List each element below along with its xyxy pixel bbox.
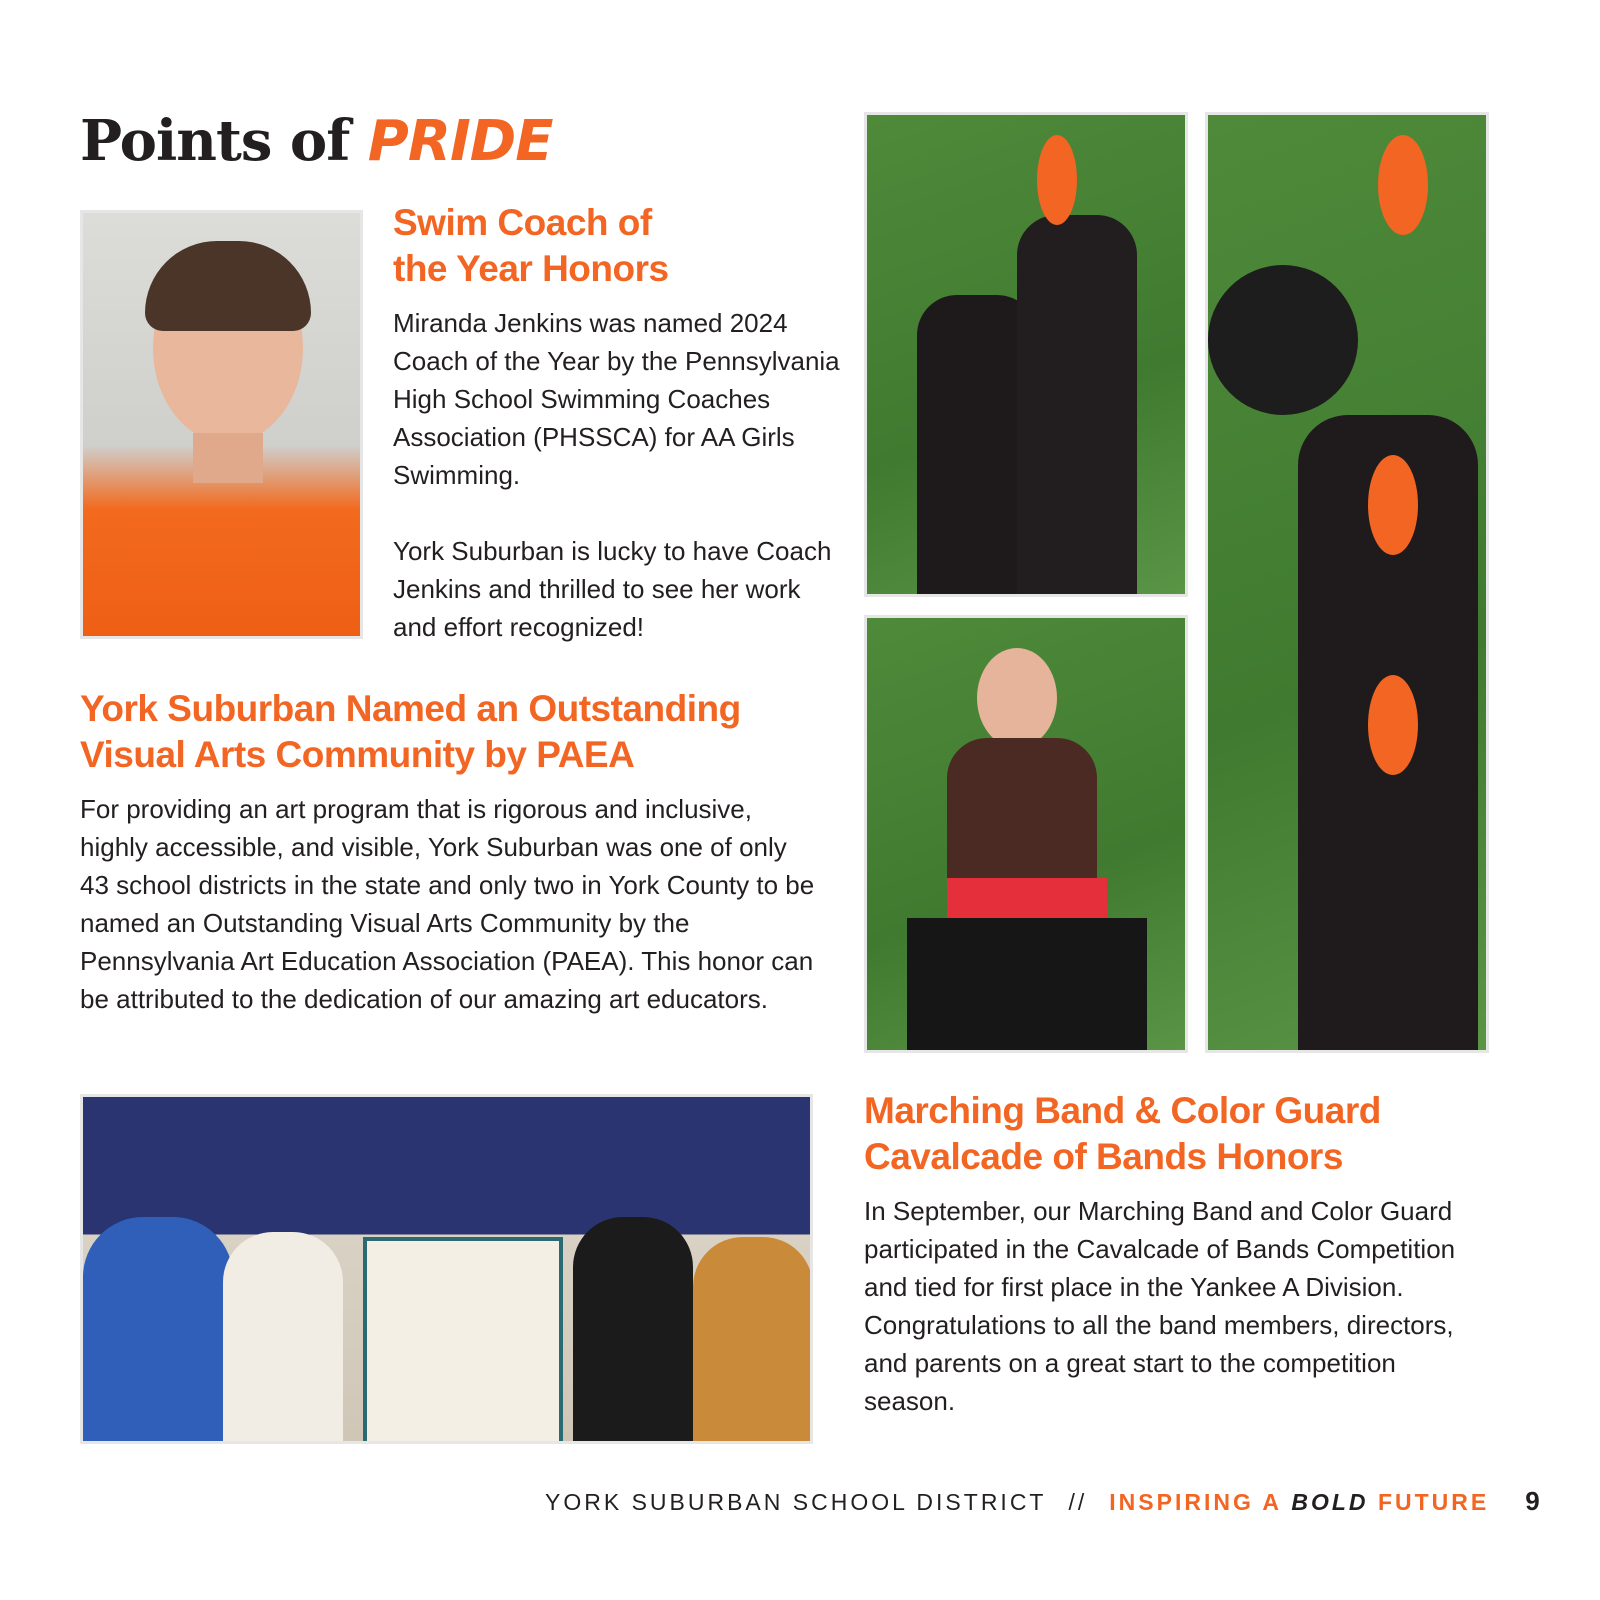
arts-paragraph: For providing an art program that is rigorous and inclusive, highly accessible, and visible, York Suburban was one of only 43 school districts in the state and only two in York County to be named an Outstanding Visual Arts Community by the Pennsylvania Art Education Association (PAEA). This honor can be attributed to the dedication of our amazing art educators. [80, 794, 815, 1014]
band-body [864, 1192, 1484, 1420]
swim-heading [393, 200, 669, 292]
page-number: 9 [1525, 1486, 1540, 1516]
arts-heading-line2: Visual Arts Community by PAEA [80, 734, 635, 775]
band-paragraph: In September, our Marching Band and Color Guard participated in the Cavalcade of Bands Competition and tied for first place in the Yankee A Division. Congratulations to all the band members, directors, and parents on a great start to the competition season. [864, 1196, 1456, 1416]
arts-heading [80, 686, 741, 778]
footer [545, 1486, 1540, 1517]
band-heading [864, 1088, 1381, 1180]
marching-band-brass-photo [864, 112, 1188, 597]
color-guard-photo [864, 615, 1188, 1053]
marching-band-line-photo [1205, 112, 1489, 1053]
swim-coach-photo [80, 210, 363, 639]
arts-body [80, 790, 815, 1018]
swim-body [393, 304, 843, 646]
page-title [80, 108, 553, 174]
arts-heading-line1: York Suburban Named an Outstanding [80, 688, 741, 729]
footer-district: YORK SUBURBAN SCHOOL DISTRICT [545, 1489, 1047, 1515]
footer-tag-part2: FUTURE [1377, 1489, 1490, 1515]
title-accent: PRIDE [367, 109, 553, 174]
swim-heading-line1: Swim Coach of [393, 202, 652, 243]
band-heading-line1: Marching Band & Color Guard [864, 1090, 1381, 1131]
art-educators-photo [80, 1094, 813, 1444]
swim-heading-line2: the Year Honors [393, 248, 669, 289]
footer-tag-part1: INSPIRING A [1109, 1489, 1282, 1515]
title-prefix: Points of [80, 108, 350, 174]
swim-paragraph-2: York Suburban is lucky to have Coach Jenkins and thrilled to see her work and effort recognized! [393, 536, 832, 642]
footer-tag-bold: BOLD [1291, 1489, 1369, 1515]
swim-paragraph-1: Miranda Jenkins was named 2024 Coach of the Year by the Pennsylvania High School Swimming Coaches Association (PHSSCA) for AA Girls Swimming. [393, 308, 840, 490]
footer-separator: // [1068, 1489, 1088, 1515]
band-heading-line2: Cavalcade of Bands Honors [864, 1136, 1343, 1177]
